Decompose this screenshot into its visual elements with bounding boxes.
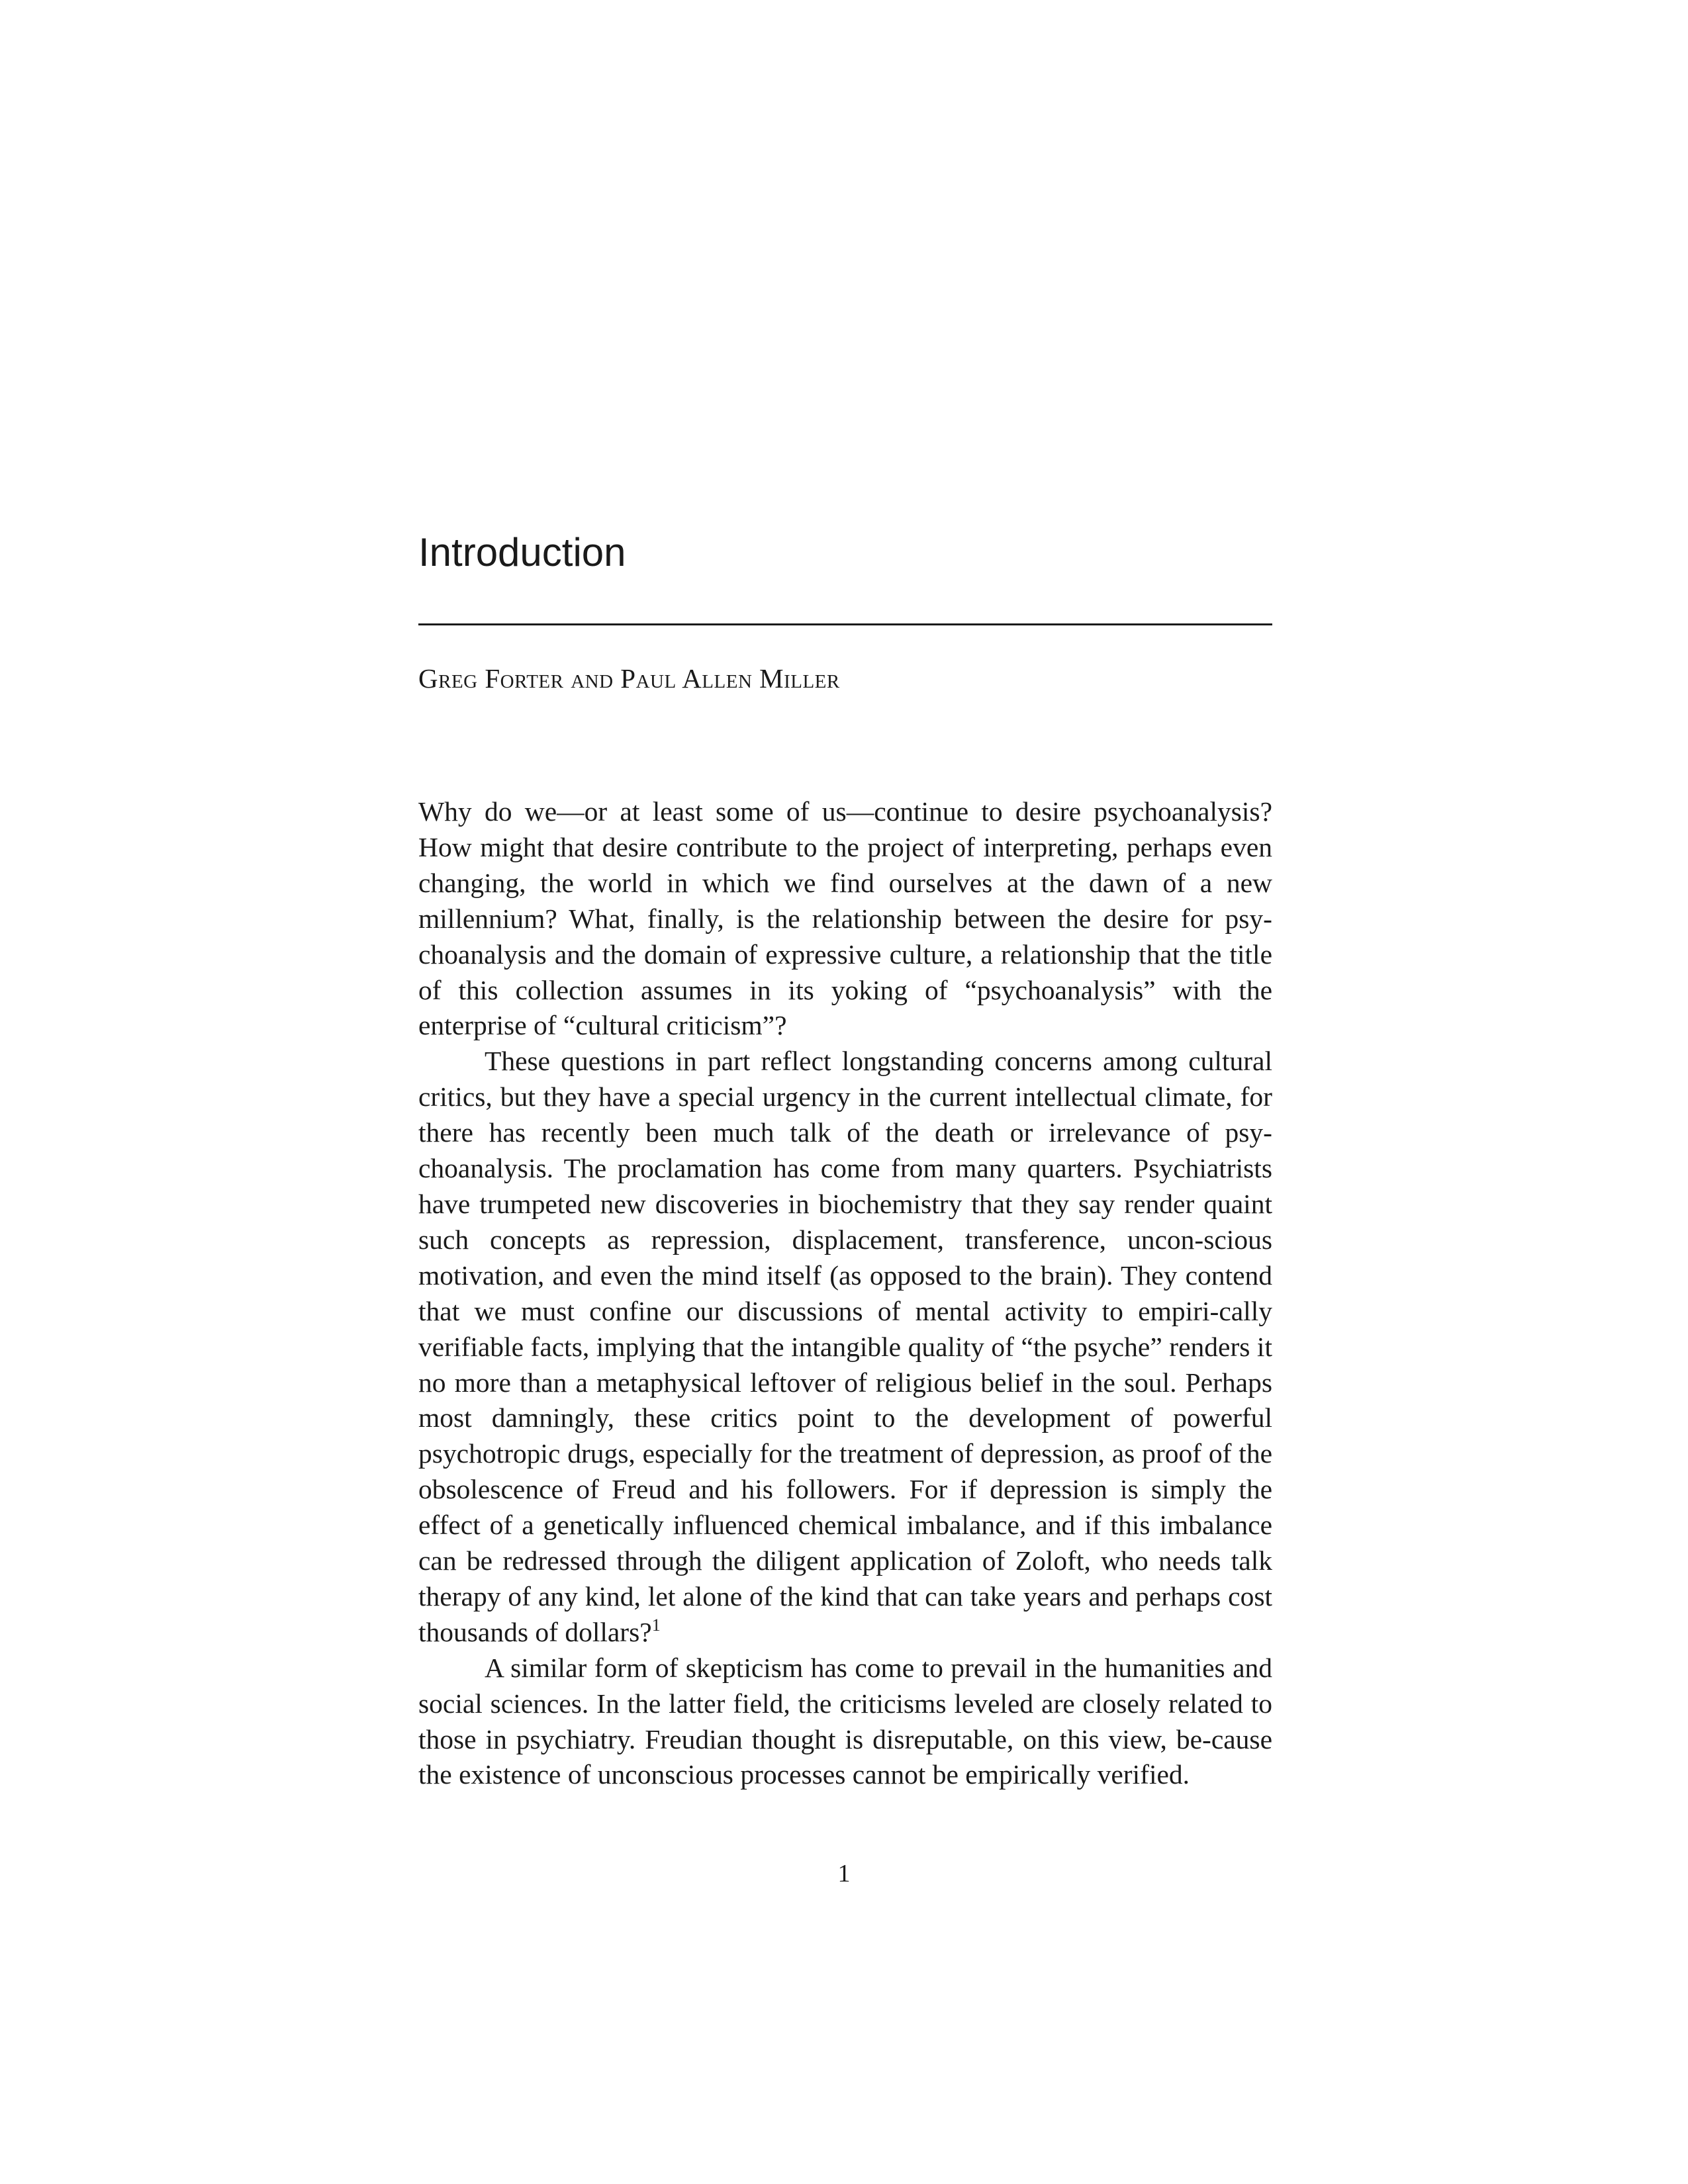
paragraph-3: A similar form of skepticism has come to prevail in the humanities and social sciences. In the latter field, the criticisms leveled are closely related to those in psychiatry. Freudian thought is disreputable, on this view, be-cause the existence of unconscious processes cannot be empirically verified. [418, 1652, 1272, 1790]
title-rule-divider [418, 623, 1272, 625]
page-number: 1 [837, 1860, 851, 1888]
body-text [418, 794, 1272, 1793]
footnote-marker: 1 [651, 1615, 661, 1635]
chapter-title: Introduction [418, 530, 626, 574]
paragraph-1: Why do we—or at least some of us—continue to desire psychoanalysis? How might that desire contribute to the project of interpreting, perhaps even changing, the world in which we find ourselves at the dawn of a new millennium? What, finally, is the relationship between the desire for psy-choanalysis and the domain of expressive culture, a relationship that the title of this collection assumes in its yoking of “psychoanalysis” with the enterprise of “cultural criticism”? [418, 796, 1272, 1041]
paragraph-2 [418, 1044, 1272, 1650]
paragraph-2-text: These questions in part reflect longstanding concerns among cultural critics, but they have a special urgency in the current intellectual climate, for there has recently been much talk of the death or irrelevance of psy-choanalysis. The proclamation has come from many quarters. Psychiatrists have trumpeted new discoveries in biochemistry that they say render quaint such concepts as repression, displacement, transference, uncon-scious motivation, and even the mind itself (as opposed to the brain). They contend that we must confine our discussions of mental activity to empiri-cally verifiable facts, implying that the intangible quality of “the psyche” renders it no more than a metaphysical leftover of religious belief in the soul. Perhaps most damningly, these critics point to the development of powerful psychotropic drugs, especially for the treatment of depression, as proof of the obsolescence of Freud and his followers. For if depression is simply the effect of a genetically influenced chemical imbalance, and if this imbalance can be redressed through the diligent application of Zoloft, who needs talk therapy of any kind, let alone of the kind that can take years and perhaps cost thousands of dollars? [418, 1046, 1272, 1647]
chapter-authors: Greg Forter and Paul Allen Miller [418, 663, 840, 694]
